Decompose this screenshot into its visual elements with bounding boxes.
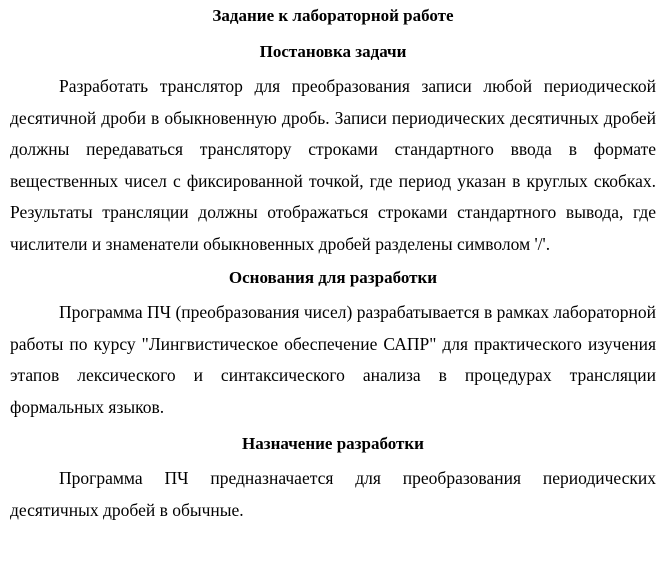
document-title: Задание к лабораторной работе — [212, 6, 454, 25]
section-text-development-basis: Программа ПЧ (преобразования чисел) разрабатывается в рамках лабораторной работы по курсу "Лингвистическое обеспечение САПР" для практического изучения этапов лексического и синтаксического анализа в процедурах трансляции формальных языков. — [10, 302, 656, 417]
section-heading-development-purpose: Назначение разработки — [242, 434, 424, 453]
section-heading-problem-statement: Постановка задачи — [259, 42, 407, 61]
section-text-development-purpose: Программа ПЧ предназначается для преобразования периодических десятичных дробей в обычные. — [10, 468, 656, 520]
document — [10, 0, 656, 526]
section-text-problem-statement: Разработать транслятор для преобразования записи любой периодической десятичной дроби в обыкновенную дробь. Записи периодических десятичных дробей должны передаваться транслятору строками стандартного ввода в формате вещественных чисел с фиксированной точкой, где период указан в круглых скобках. Результаты трансляции должны отображаться строками стандартного вывода, где числители и знаменатели обыкновенных дробей разделены символом '/'. — [10, 76, 656, 254]
section-heading-development-basis: Основания для разработки — [228, 268, 438, 287]
